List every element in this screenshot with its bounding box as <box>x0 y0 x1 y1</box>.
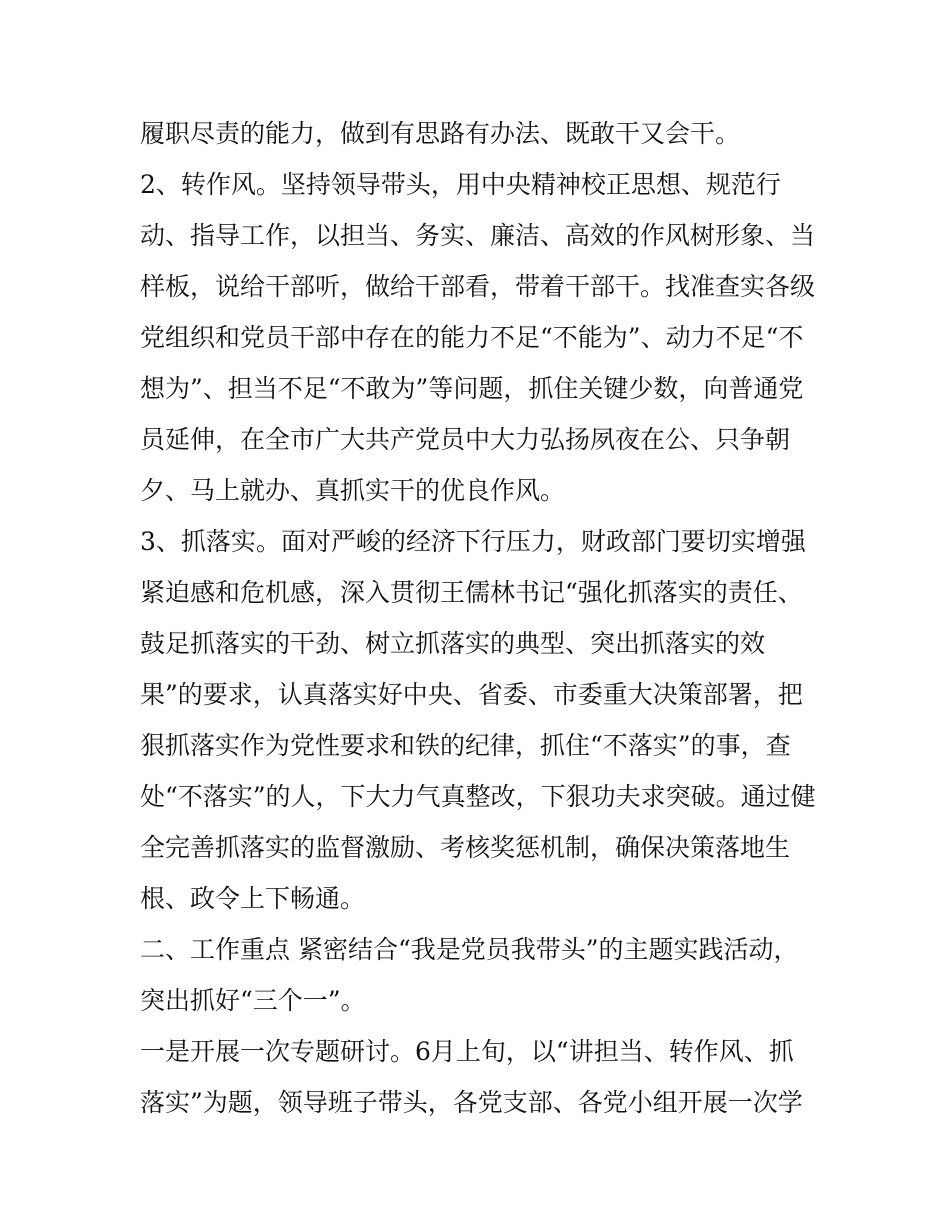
text-line: 根、政令上下畅通。 <box>140 884 366 913</box>
text-line: 一是开展一次专题研讨。6月上旬，以“讲担当、转作风、抓 <box>140 1037 794 1066</box>
body-text <box>140 108 820 1128</box>
text-line: 全完善抓落实的监督激励、考核奖惩机制，确保决策落地生 <box>140 833 791 862</box>
text-line: 二、工作重点 紧密结合“我是党员我带头”的主题实践活动， <box>140 935 799 964</box>
text-line: 想为”、担当不足“不敢为”等问题，抓住关键少数，向普通党 <box>140 374 804 403</box>
text-line: 果”的要求，认真落实好中央、省委、市委重大决策部署，把 <box>140 680 803 709</box>
text-line: 落实”为题，领导班子带头，各党支部、各党小组开展一次学 <box>140 1088 803 1117</box>
text-line: 2、转作风。坚持领导带头，用中央精神校正思想、规范行 <box>140 170 781 199</box>
text-line: 员延伸，在全市广大共产党员中大力弘扬夙夜在公、只争朝 <box>140 425 791 454</box>
text-line: 动、指导工作，以担当、务实、廉洁、高效的作风树形象、当 <box>140 221 816 250</box>
text-line: 样板，说给干部听，做给干部看，带着干部干。找准查实各级 <box>140 272 816 301</box>
text-line: 紧迫感和危机感，深入贯彻王儒林书记“强化抓落实的责任、 <box>140 578 803 607</box>
text-line: 狠抓落实作为党性要求和铁的纪律，抓住“不落实”的事，查 <box>140 731 791 760</box>
text-line: 处“不落实”的人，下大力气真整改，下狠功夫求突破。通过健 <box>140 782 816 811</box>
text-line: 党组织和党员干部中存在的能力不足“不能为”、动力不足“不 <box>140 323 804 352</box>
text-line: 履职尽责的能力，做到有思路有办法、既敢干又会干。 <box>140 119 741 148</box>
text-line: 突出抓好“三个一”。 <box>140 986 366 1015</box>
text-line: 夕、马上就办、真抓实干的优良作风。 <box>140 476 566 505</box>
text-line: 3、抓落实。面对严峻的经济下行压力，财政部门要切实增强 <box>140 527 806 556</box>
text-line: 鼓足抓落实的干劲、树立抓落实的典型、突出抓落实的效 <box>140 629 766 658</box>
